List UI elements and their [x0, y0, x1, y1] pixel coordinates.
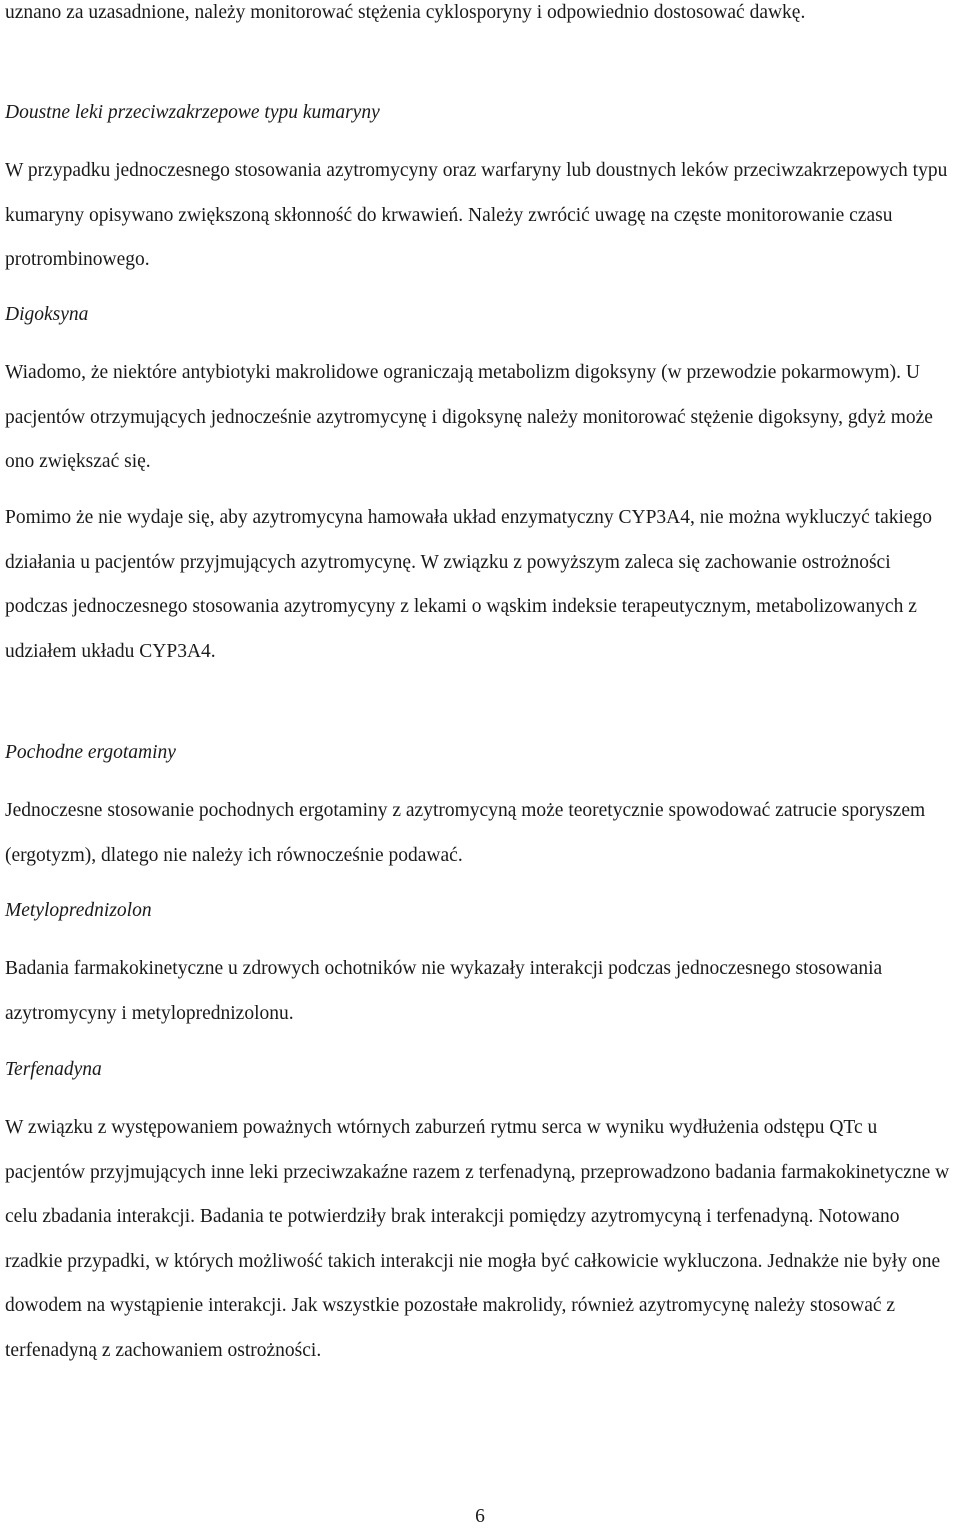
page-number: 6: [475, 1506, 485, 1527]
paragraph-digoxin: Wiadomo, że niektóre antybiotyki makrolidowe ograniczają metabolizm digoksyny (w przewodzie pokarmowym). U pacjentów otrzymujących jednocześnie azytromycynę i digoksynę należy monitorować stężenie digoksyny, gdyż może ono zwiększać się.: [5, 362, 933, 472]
heading-ergotamine-derivatives: Pochodne ergotaminy: [5, 742, 176, 763]
heading-digoxin: Digoksyna: [5, 304, 89, 325]
paragraph-cyclosporine-continuation: uznano za uzasadnione, należy monitorować stężenia cyklosporyny i odpowiednio dostosować dawkę.: [5, 2, 806, 23]
heading-methylprednisolone: Metyloprednizolon: [5, 900, 152, 921]
paragraph-methylprednisolone: Badania farmakokinetyczne u zdrowych ochotników nie wykazały interakcji podczas jednoczesnego stosowania azytromycyny i metyloprednizolonu.: [5, 958, 883, 1024]
heading-terfenadine: Terfenadyna: [5, 1059, 102, 1080]
paragraph-ergotamine-derivatives: Jednoczesne stosowanie pochodnych ergotaminy z azytromycyną może teoretycznie spowodować zatrucie sporyszem (ergotyzm), dlatego nie należy ich równocześnie podawać.: [5, 800, 926, 866]
paragraph-coumarin-anticoagulants: W przypadku jednoczesnego stosowania azytromycyny oraz warfaryny lub doustnych leków przeciwzakrzepowych typu kumaryny opisywano zwiększoną skłonność do krwawień. Należy zwrócić uwagę na częste monitorowanie czasu protrombinowego.: [5, 160, 948, 270]
paragraph-cyp3a4: Pomimo że nie wydaje się, aby azytromycyna hamowała układ enzymatyczny CYP3A4, nie można wykluczyć takiego działania u pacjentów przyjmujących azytromycynę. W związku z powyższym zaleca się zachowanie ostrożności podczas jednoczesnego stosowania azytromycyny z lekami o wąskim indeksie terapeutycznym, metabolizowanych z udziałem układu CYP3A4.: [5, 507, 933, 662]
heading-coumarin-anticoagulants: Doustne leki przeciwzakrzepowe typu kumaryny: [5, 102, 380, 123]
paragraph-terfenadine: W związku z występowaniem poważnych wtórnych zaburzeń rytmu serca w wyniku wydłużenia odstępu QTc u pacjentów przyjmujących inne leki przeciwzakaźne razem z terfenadyną, przeprowadzono badania farmakokinetyczne w celu zbadania interakcji. Badania te potwierdziły brak interakcji pomiędzy azytromycyną i terfenadyną. Notowano rzadkie przypadki, w których możliwość takich interakcji nie mogła być całkowicie wykluczona. Jednakże nie były one dowodem na wystąpienie interakcji. Jak wszystkie pozostałe makrolidy, również azytromycynę należy stosować z terfenadyną z zachowaniem ostrożności.: [5, 1117, 950, 1361]
